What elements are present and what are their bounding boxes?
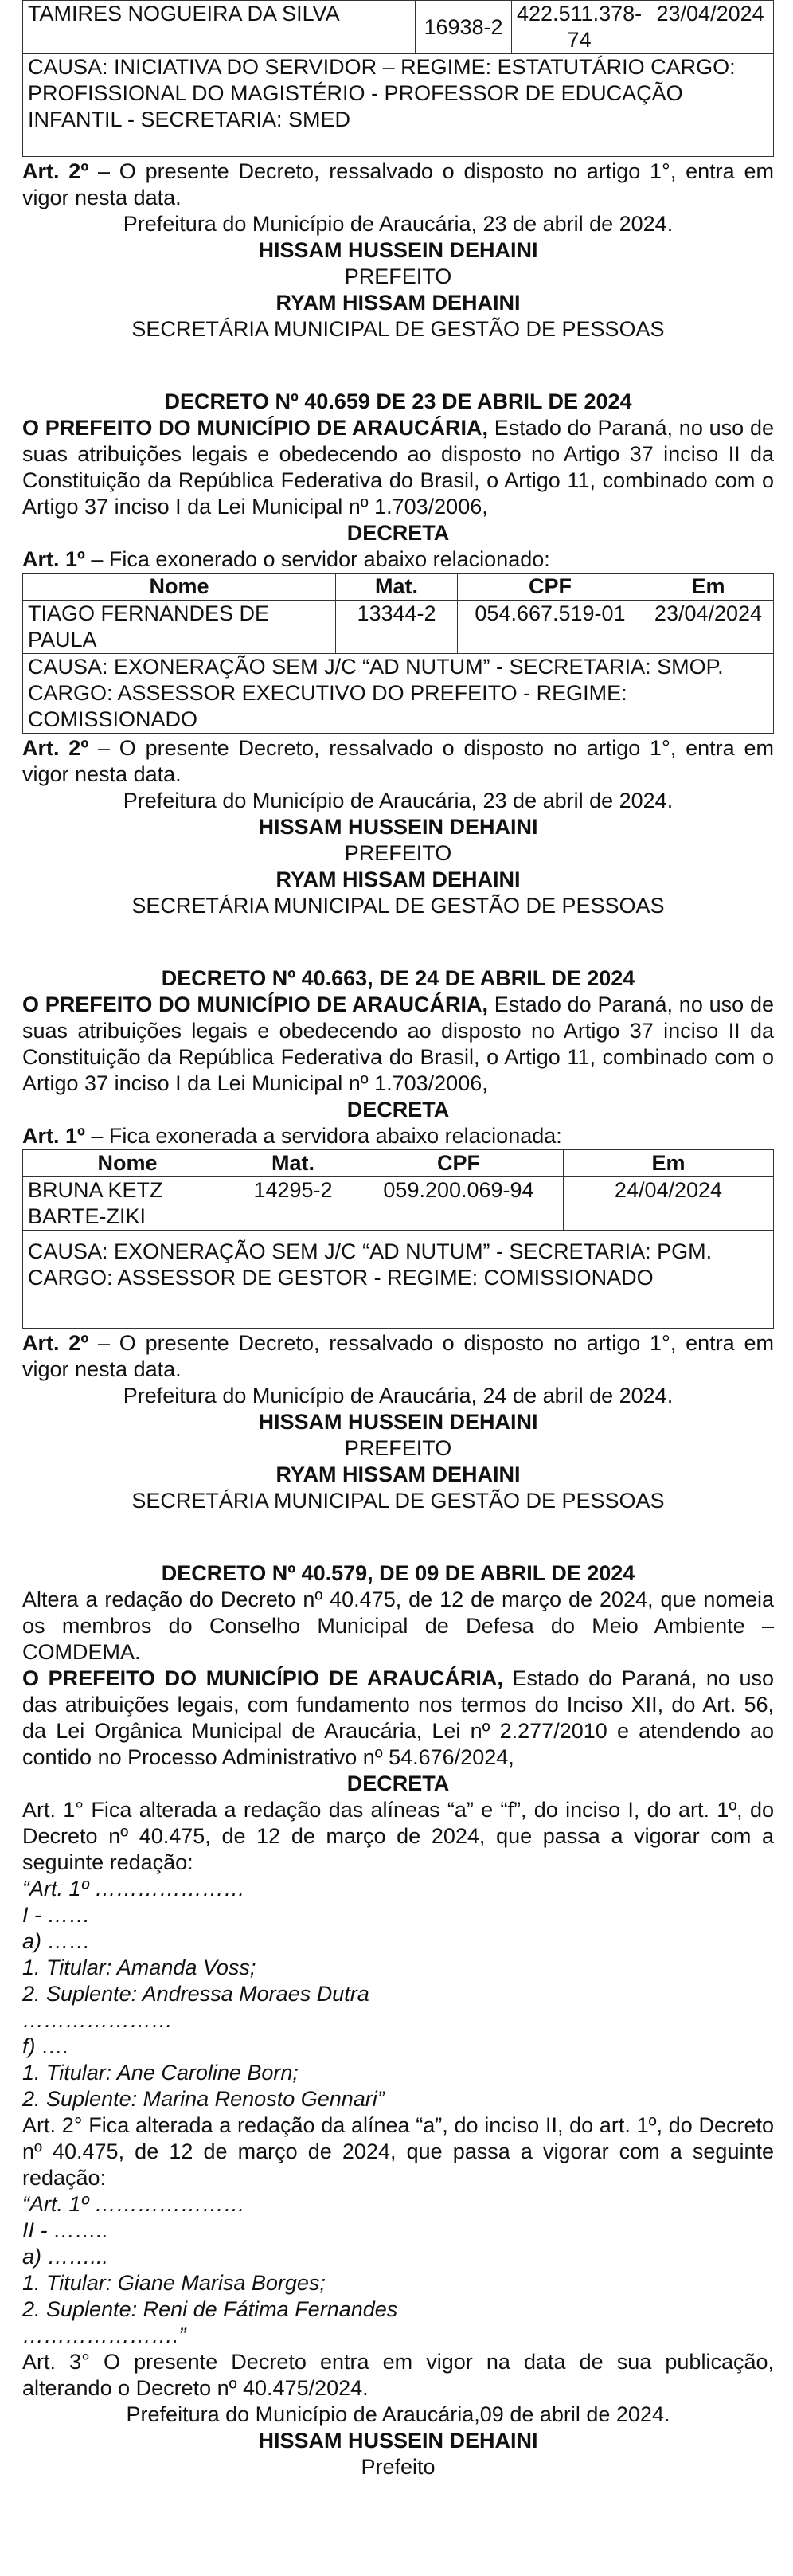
mayor-title: PREFEITO <box>344 264 452 288</box>
secretary-name: RYAM HISSAM DEHAINI <box>275 867 521 891</box>
quote-line: “Art. 1º ………………… <box>22 1877 245 1901</box>
mayor-name: HISSAM HUSSEIN DEHAINI <box>258 238 538 262</box>
decree-summary: Altera a redação do Decreto nº 40.475, de 12 de março de 2024, que nomeia os membros do Conselho Municipal de Defesa do Meio Ambiente – COMDEMA. <box>22 1587 774 1664</box>
quote-line: f) …. <box>22 2034 69 2058</box>
secretary-name: RYAM HISSAM DEHAINI <box>275 291 521 315</box>
cell-name: BRUNA KETZ BARTE-ZIKI <box>23 1177 232 1231</box>
place-date: Prefeitura do Município de Araucária, 24 de abril de 2024. <box>123 1384 674 1407</box>
mayor-title: Prefeito <box>361 2455 436 2479</box>
cell-date: 23/04/2024 <box>647 1 774 54</box>
table-row <box>23 654 774 734</box>
quote-line: a) …… <box>22 1929 91 1953</box>
cell-mat: 16938-2 <box>416 1 512 54</box>
header-nome: Nome <box>23 1150 232 1177</box>
quote-line: II - …….. <box>22 2218 108 2242</box>
cell-date: 24/04/2024 <box>564 1177 774 1231</box>
quote-line: a) ……... <box>22 2245 109 2269</box>
quote-line: 1. Titular: Giane Marisa Borges; <box>22 2271 326 2295</box>
secretary-title: SECRETÁRIA MUNICIPAL DE GESTÃO DE PESSOAS <box>131 317 665 341</box>
header-em: Em <box>564 1150 774 1177</box>
quoted-text-1 <box>22 1876 774 2112</box>
place-date: Prefeitura do Município de Araucária, 23 de abril de 2024. <box>123 789 674 812</box>
cell-date: 23/04/2024 <box>643 601 774 654</box>
place-date: Prefeitura do Município de Araucária, 23 de abril de 2024. <box>123 212 674 236</box>
cell-name: TAMIRES NOGUEIRA DA SILVA <box>23 1 416 54</box>
article-1: Art. 1° Fica alterada a redação das alíneas “a” e “f”, do inciso I, do art. 1º, do Decreto nº 40.475, de 12 de março de 2024, que passa a vigorar com a seguinte redação: <box>22 1798 774 1874</box>
article-2: Art. 2º – O presente Decreto, ressalvado o disposto no artigo 1°, entra em vigor nesta data. <box>22 736 774 786</box>
quote-line: ………………….” <box>22 2323 186 2347</box>
cell-name: TIAGO FERNANDES DE PAULA <box>23 601 336 654</box>
mayor-name: HISSAM HUSSEIN DEHAINI <box>258 1410 538 1434</box>
decreta-heading: DECRETA <box>346 1098 450 1122</box>
article-1: Art. 1º – Fica exonerada a servidora abaixo relacionada: <box>22 1124 562 1148</box>
article-2: Art. 2º – O presente Decreto, ressalvado o disposto no artigo 1°, entra em vigor nesta data. <box>22 1331 774 1381</box>
article-3: Art. 3° O presente Decreto entra em vigor na data de sua publicação, alterando o Decreto nº 40.475/2024. <box>22 2350 774 2400</box>
cell-cpf: 059.200.069-94 <box>354 1177 564 1231</box>
decree-title: DECRETO Nº 40.663, DE 24 DE ABRIL DE 2024 <box>161 966 635 990</box>
header-em: Em <box>643 574 774 601</box>
quote-line: 1. Titular: Amanda Voss; <box>22 1955 256 1979</box>
cell-causa: CAUSA: EXONERAÇÃO SEM J/C “AD NUTUM” - SECRETARIA: PGM. CARGO: ASSESSOR DE GESTOR - REGIME: COMISSIONADO <box>23 1231 774 1329</box>
quote-line: 2. Suplente: Andressa Moraes Dutra <box>22 1982 369 2006</box>
mayor-name: HISSAM HUSSEIN DEHAINI <box>258 2429 538 2453</box>
servant-table <box>22 0 774 157</box>
quoted-text-2 <box>22 2191 774 2349</box>
cell-causa: CAUSA: EXONERAÇÃO SEM J/C “AD NUTUM” - SECRETARIA: SMOP. CARGO: ASSESSOR EXECUTIVO DO PREFEITO - REGIME: COMISSIONADO <box>23 654 774 734</box>
table-header <box>23 1150 774 1177</box>
mayor-name: HISSAM HUSSEIN DEHAINI <box>258 815 538 839</box>
cell-mat: 14295-2 <box>232 1177 354 1231</box>
article-2: Art. 2º – O presente Decreto, ressalvado o disposto no artigo 1°, entra em vigor nesta data. <box>22 159 774 209</box>
quote-line: 1. Titular: Ane Caroline Born; <box>22 2061 299 2085</box>
header-cpf: CPF <box>458 574 643 601</box>
quote-line: ………………… <box>22 2008 173 2032</box>
decree-preamble: O PREFEITO DO MUNICÍPIO DE ARAUCÁRIA, Estado do Paraná, no uso de suas atribuições legais e obedecendo ao disposto no Artigo 37 inciso II da Constituição da República Federativa do Brasil, o Artigo 11, combinado com o Artigo 37 inciso I da Lei Municipal nº 1.703/2006, <box>22 992 774 1095</box>
table-row <box>23 1177 774 1231</box>
article-1: Art. 1º – Fica exonerado o servidor abaixo relacionado: <box>22 547 550 571</box>
cell-mat: 13344-2 <box>336 601 458 654</box>
decree-title: DECRETO Nº 40.579, DE 09 DE ABRIL DE 2024 <box>161 1561 635 1585</box>
document-page <box>22 0 774 2480</box>
servant-table <box>22 573 774 734</box>
secretary-title: SECRETÁRIA MUNICIPAL DE GESTÃO DE PESSOAS <box>131 894 665 918</box>
header-mat: Mat. <box>336 574 458 601</box>
header-mat: Mat. <box>232 1150 354 1177</box>
header-cpf: CPF <box>354 1150 564 1177</box>
table-row <box>23 601 774 654</box>
table-row <box>23 1231 774 1329</box>
table-row <box>23 1 774 54</box>
decree-preamble: O PREFEITO DO MUNICÍPIO DE ARAUCÁRIA, Estado do Paraná, no uso de suas atribuições legais e obedecendo ao disposto no Artigo 37 inciso II da Constituição da República Federativa do Brasil, o Artigo 11, combinado com o Artigo 37 inciso I da Lei Municipal nº 1.703/2006, <box>22 416 774 519</box>
decreta-heading: DECRETA <box>346 521 450 545</box>
table-header <box>23 574 774 601</box>
place-date: Prefeitura do Município de Araucária,09 de abril de 2024. <box>126 2402 670 2426</box>
article-2: Art. 2° Fica alterada a redação da alínea “a”, do inciso II, do art. 1º, do Decreto nº 40.475, de 12 de março de 2024, que passa a vigorar com a seguinte redação: <box>22 2113 774 2190</box>
decree-preamble: O PREFEITO DO MUNICÍPIO DE ARAUCÁRIA, Estado do Paraná, no uso das atribuições legais, com fundamento nos termos do Inciso XII, do Art. 56, da Lei Orgânica Municipal de Araucária, Lei nº 2.277/2010 e atendendo ao contido no Processo Administrativo nº 54.676/2024, <box>22 1666 774 1769</box>
mayor-title: PREFEITO <box>344 1436 452 1460</box>
quote-line: “Art. 1º ………………… <box>22 2192 245 2216</box>
quote-line: I - …… <box>22 1903 91 1927</box>
secretary-name: RYAM HISSAM DEHAINI <box>275 1462 521 1486</box>
cell-cpf: 422.511.378-74 <box>512 1 647 54</box>
decree-title: DECRETO Nº 40.659 DE 23 DE ABRIL DE 2024 <box>164 390 632 413</box>
servant-table <box>22 1149 774 1329</box>
mayor-title: PREFEITO <box>344 841 452 865</box>
header-nome: Nome <box>23 574 336 601</box>
secretary-title: SECRETÁRIA MUNICIPAL DE GESTÃO DE PESSOAS <box>131 1489 665 1513</box>
table-row <box>23 54 774 157</box>
decreta-heading: DECRETA <box>346 1771 450 1795</box>
quote-line: 2. Suplente: Reni de Fátima Fernandes <box>22 2297 398 2321</box>
cell-causa: CAUSA: INICIATIVA DO SERVIDOR – REGIME: ESTATUTÁRIO CARGO: PROFISSIONAL DO MAGISTÉRIO - PROFESSOR DE EDUCAÇÃO INFANTIL - SECRETARIA: SMED <box>23 54 774 157</box>
cell-cpf: 054.667.519-01 <box>458 601 643 654</box>
quote-line: 2. Suplente: Marina Renosto Gennari” <box>22 2087 385 2111</box>
